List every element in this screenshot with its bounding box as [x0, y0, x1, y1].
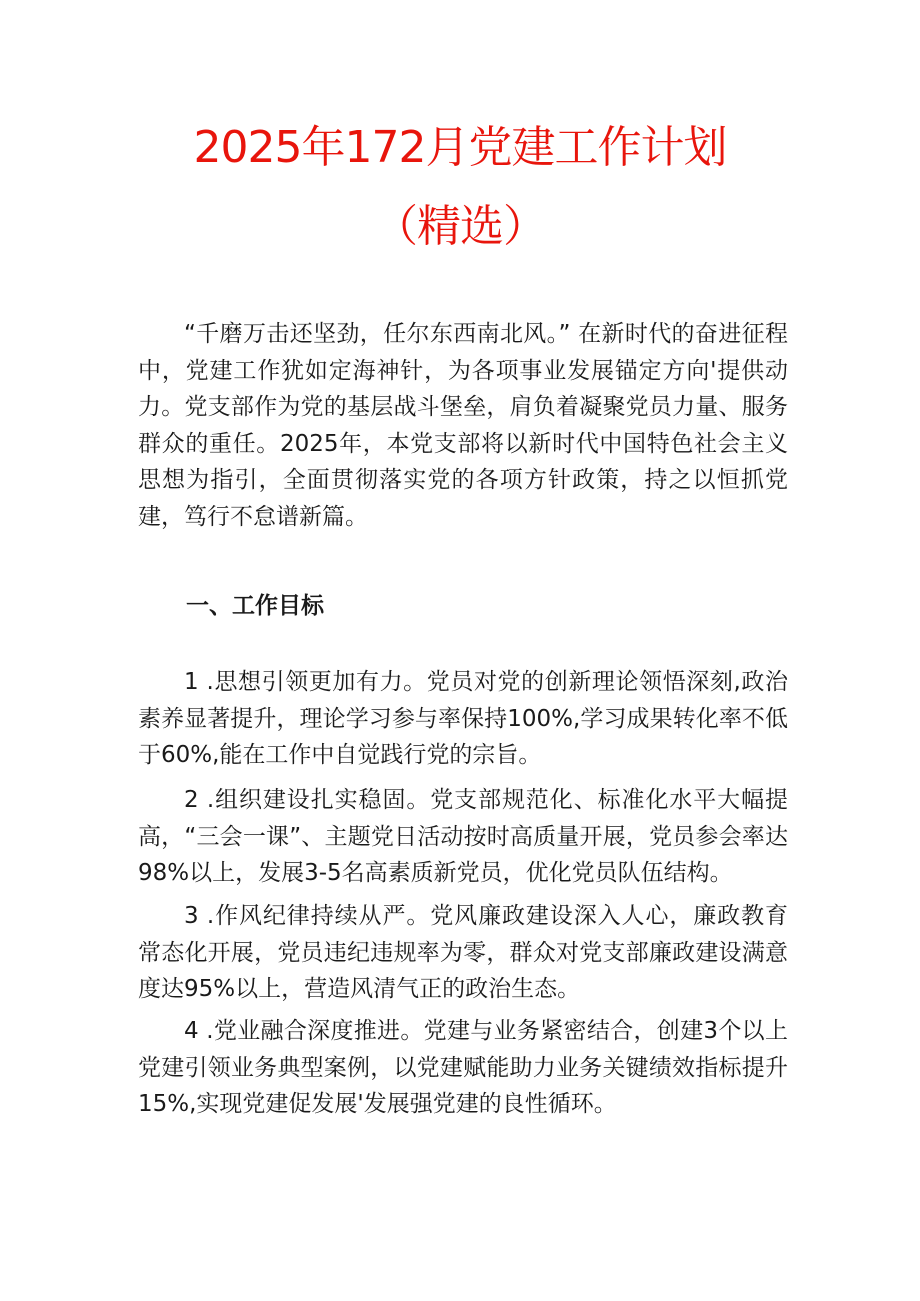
goal-item-4: 4 .党业融合深度推进。党建与业务紧密结合，创建3个以上党建引领业务典型案例，以党建赋能助力业务关键绩效指标提升15%,实现党建促发展'发展强党建的良性循环。 [138, 1018, 788, 1117]
goal-item-2: 2 .组织建设扎实稳固。党支部规范化、标准化水平大幅提高，“三会一课”、主题党日活动按时高质量开展，党员参会率达98%以上，发展3-5名高素质新党员，优化党员队伍结构。 [138, 787, 788, 886]
document-title: 2025年172月党建工作计划 [193, 122, 727, 173]
document-subtitle: （精选） [374, 201, 546, 252]
goal-item-1: 1 .思想引领更加有力。党员对党的创新理论领悟深刻,政治素养显著提升，理论学习参与率保持100%,学习成果转化率不低于60%,能在工作中自觉践行党的宗旨。 [138, 669, 788, 768]
goal-item-3: 3 .作风纪律持续从严。党风廉政建设深入人心，廉政教育常态化开展，党员违纪违规率为零，群众对党支部廉政建设满意度达95%以上，营造风清气正的政治生态。 [138, 903, 788, 1002]
intro-paragraph: “千磨万击还坚劲，任尔东西南北风。” 在新时代的奋进征程中，党建工作犹如定海神针，为各项事业发展锚定方向'提供动力。党支部作为党的基层战斗堡垒，肩负着凝聚党员力量、服务群众的重任。2025年，本党支部将以新时代中国特色社会主义思想为指引，全面贯彻落实党的各项方针政策，持之以恒抓党建，笃行不怠谱新篇。 [138, 321, 788, 530]
section-heading: 一、工作目标 [186, 593, 324, 619]
